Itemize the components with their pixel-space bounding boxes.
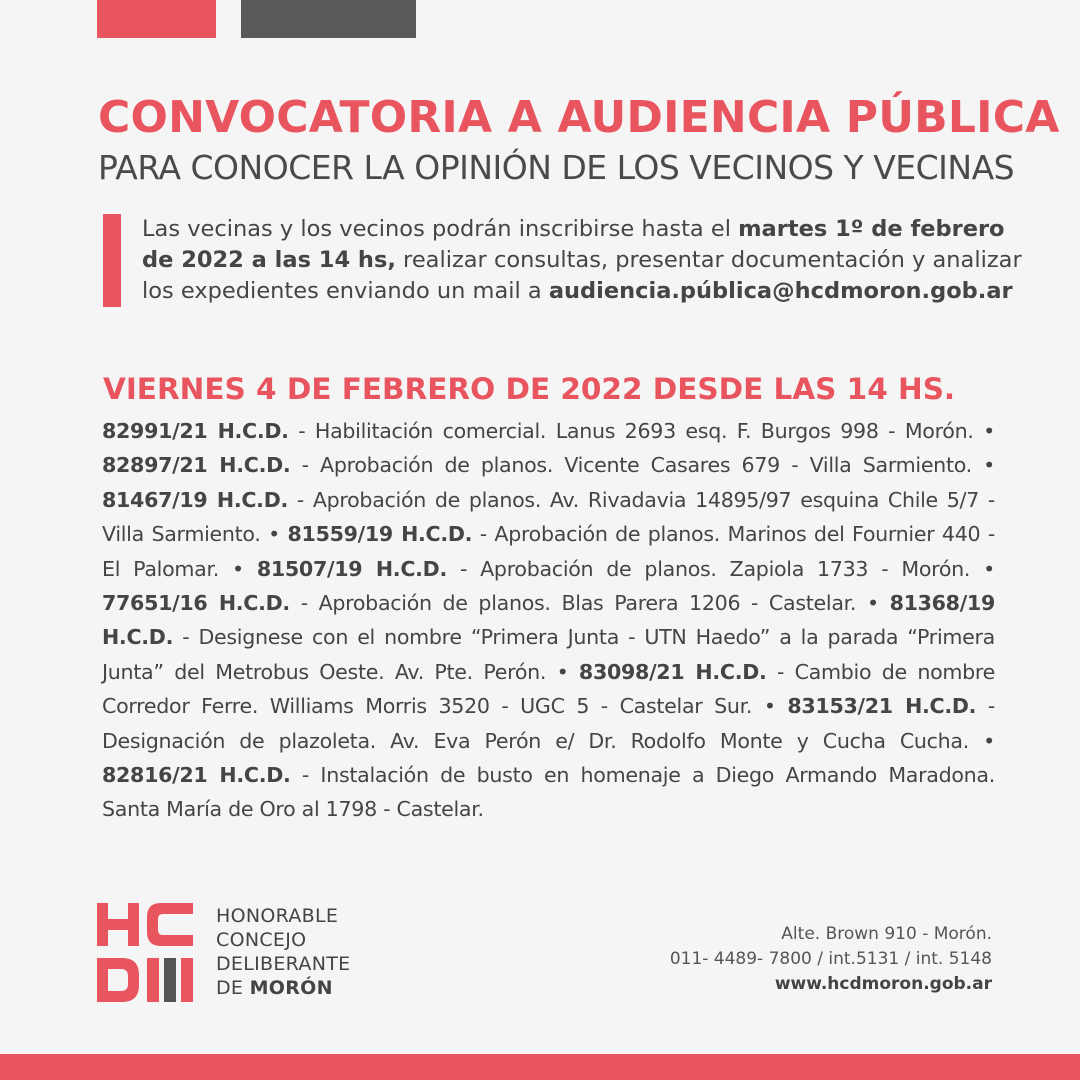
- top-gray-bar: [241, 0, 416, 38]
- separator: •: [546, 659, 579, 684]
- separator: •: [752, 694, 788, 719]
- item-code: 81507/19 H.C.D.: [256, 556, 447, 581]
- item-text: - Instalación de busto en homenaje a Diego Armando Maradona. Santa María de Oro al 1798 - Castelar.: [102, 763, 995, 822]
- item-code: 83153/21 H.C.D.: [787, 694, 977, 719]
- item-text: - Aprobación de planos. Marinos del Fournier 440 - El Palomar.: [102, 522, 995, 581]
- date-heading: VIERNES 4 DE FEBRERO DE 2022 DESDE LAS 14 HS.: [103, 372, 956, 406]
- separator: •: [856, 591, 890, 616]
- item-code: 82816/21 H.C.D.: [102, 763, 291, 788]
- item-code: 81368/19 H.C.D.: [102, 591, 995, 650]
- item-code: 77651/16 H.C.D.: [102, 591, 290, 616]
- item-text: - Designese con el nombre “Primera Junta - UTN Haedo” a la parada “Primera Junta” del Metrobus Oeste. Av. Pte. Perón.: [102, 625, 995, 684]
- separator: •: [973, 419, 995, 443]
- logo-line-1: HONORABLE: [216, 905, 339, 927]
- item-code: 83098/21 H.C.D.: [578, 659, 767, 684]
- separator: •: [969, 728, 996, 753]
- logo-line-4: [216, 976, 350, 1000]
- separator: •: [970, 556, 996, 581]
- logo-line-4-bold: MORÓN: [249, 977, 333, 999]
- item-text: - Habilitación comercial. Lanus 2693 esq. F. Burgos 998 - Morón.: [288, 419, 974, 443]
- item-code: 82991/21 H.C.D.: [102, 419, 289, 443]
- logo-line-3: DELIBERANTE: [216, 953, 351, 975]
- logo-line-2: CONCEJO: [216, 929, 307, 951]
- contact-block: [670, 922, 992, 997]
- item-text: - Cambio de nombre Corredor Ferre. Williams Morris 3520 - UGC 5 - Castelar Sur.: [102, 659, 995, 719]
- item-code: 81467/19 H.C.D.: [102, 487, 289, 512]
- list-item: [257, 557, 970, 581]
- item-code: 81559/19 H.C.D.: [287, 522, 473, 547]
- expedientes-list: [102, 414, 995, 827]
- item-text: - Aprobación de planos. Blas Parera 1206 - Castelar.: [289, 591, 857, 616]
- separator: •: [260, 522, 288, 547]
- item-text: - Aprobación de planos. Av. Rivadavia 14895/97 esquina Chile 5/7 - Villa Sarmiento.: [102, 487, 995, 547]
- top-red-bar: [97, 0, 216, 38]
- separator: •: [218, 556, 257, 581]
- list-item: [102, 763, 995, 821]
- logo-text: [216, 904, 350, 1000]
- list-item: [102, 419, 974, 443]
- list-item: [102, 591, 856, 615]
- contact-website-link[interactable]: www.hcdmoron.gob.ar: [774, 974, 992, 994]
- separator: •: [971, 453, 996, 478]
- item-text: - Aprobación de planos. Vicente Casares 679 - Villa Sarmiento.: [290, 453, 972, 478]
- list-item: [102, 453, 972, 477]
- page-subtitle: PARA CONOCER LA OPINIÓN DE LOS VECINOS Y VECINAS: [98, 148, 1015, 187]
- info-text-1: Las vecinas y los vecinos podrán inscribirse hasta el: [142, 216, 739, 242]
- item-text: - Designación de plazoleta. Av. Eva Perón e/ Dr. Rodolfo Monte y Cucha Cucha.: [102, 694, 995, 753]
- info-text-2: realizar consultas, presentar documentación y analizar los expedientes enviando un mail a: [142, 247, 1022, 304]
- hcdm-logo-icon: [97, 903, 197, 1003]
- logo-line-4-prefix: DE: [216, 977, 250, 999]
- contact-address: Alte. Brown 910 - Morón.: [781, 924, 992, 944]
- info-email: audiencia.pública@hcdmoron.gob.ar: [548, 278, 1013, 304]
- item-code: 82897/21 H.C.D.: [102, 453, 291, 478]
- page-title: CONVOCATORIA A AUDIENCIA PÚBLICA: [98, 92, 1060, 143]
- info-deadline: martes 1º de febrero de 2022 a las 14 hs,: [142, 216, 1005, 273]
- info-block: [103, 214, 1022, 307]
- item-text: - Aprobación de planos. Zapiola 1733 - Morón.: [447, 556, 971, 581]
- contact-phone: 011- 4489- 7800 / int.5131 / int. 5148: [669, 949, 992, 969]
- bottom-bar: [0, 1054, 1080, 1080]
